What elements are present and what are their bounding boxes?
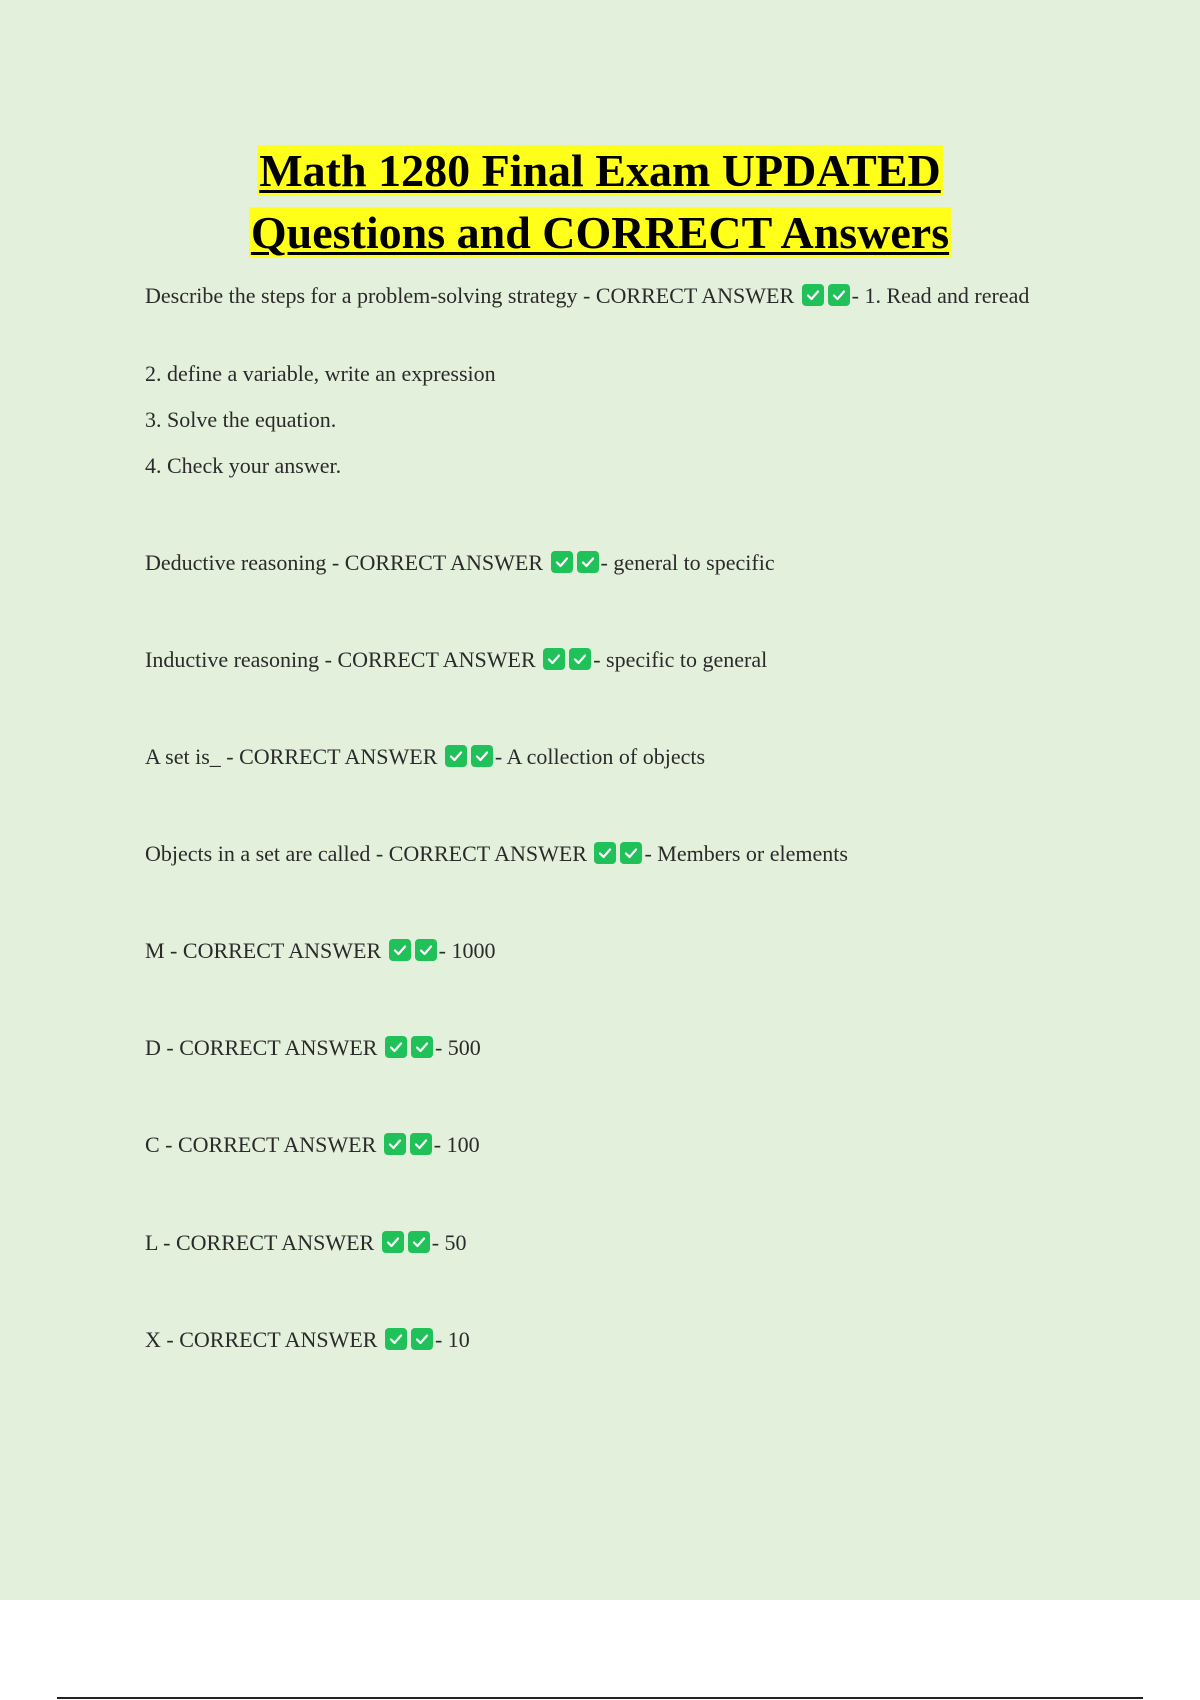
checkmark-icon: [385, 1036, 407, 1058]
correct-answer-marker: CORRECT ANSWER: [179, 1035, 378, 1060]
answer-text: - 1000: [438, 938, 496, 963]
correct-answer-marker: CORRECT ANSWER: [178, 1132, 377, 1157]
qa-item-roman-l: [145, 1227, 1065, 1259]
correct-answer-marker: CORRECT ANSWER: [337, 647, 536, 672]
checkmark-icon: [471, 745, 493, 767]
checkmark-icon: [620, 842, 642, 864]
answer-text: - general to specific: [600, 550, 775, 575]
qa-item-deductive: [145, 547, 1065, 579]
checkmark-icon: [802, 284, 824, 306]
checkmark-icon: [389, 939, 411, 961]
answer-text: - specific to general: [593, 647, 768, 672]
checkmark-icon: [445, 745, 467, 767]
title-line-2: Questions and CORRECT Answers: [250, 207, 950, 258]
qa-item-set-members: [145, 838, 1065, 870]
answer-text: - 10: [434, 1327, 470, 1352]
answer-text: - Members or elements: [644, 841, 848, 866]
question-text: Deductive reasoning -: [145, 550, 345, 575]
qa-item-set-definition: [145, 741, 1065, 773]
qa-item-inductive: [145, 644, 1065, 676]
title-line-1: Math 1280 Final Exam UPDATED: [259, 145, 941, 196]
correct-answer-marker: CORRECT ANSWER: [595, 283, 795, 308]
answer-text: - 500: [434, 1035, 481, 1060]
checkmark-icon: [411, 1036, 433, 1058]
question-text: X -: [145, 1327, 180, 1352]
qa-item-roman-c: [145, 1129, 1065, 1161]
checkmark-icon: [411, 1328, 433, 1350]
qa-item-roman-d: [145, 1032, 1065, 1064]
question-text: Objects in a set are called -: [145, 841, 389, 866]
checkmark-icon: [384, 1133, 406, 1155]
checkmark-icon: [410, 1133, 432, 1155]
answer-text: - 50: [431, 1230, 467, 1255]
question-text: A set is_ -: [145, 744, 240, 769]
footer-divider: [57, 1697, 1143, 1699]
correct-answer-marker: CORRECT ANSWER: [175, 1230, 375, 1255]
qa-item-problem-solving: [145, 280, 1065, 312]
question-text: C -: [145, 1132, 178, 1157]
correct-answer-marker: CORRECT ANSWER: [388, 841, 587, 866]
checkmark-icon: [577, 551, 599, 573]
answer-step-3: 3. Solve the equation.: [145, 407, 337, 432]
answer-step-2: 2. define a variable, write an expression: [145, 361, 496, 386]
correct-answer-marker: CORRECT ANSWER: [344, 550, 544, 575]
checkmark-icon: [594, 842, 616, 864]
qa-item-roman-m: [145, 935, 1065, 967]
question-text: L -: [145, 1230, 176, 1255]
checkmark-icon: [828, 284, 850, 306]
answer-text: - 100: [433, 1132, 480, 1157]
checkmark-icon: [382, 1231, 404, 1253]
question-text: D -: [145, 1035, 180, 1060]
correct-answer-marker: CORRECT ANSWER: [179, 1327, 378, 1352]
page-title: [0, 140, 1200, 264]
answer-text: - A collection of objects: [494, 744, 706, 769]
question-text: M -: [145, 938, 183, 963]
question-text: Describe the steps for a problem-solving strategy -: [145, 283, 596, 308]
checkmark-icon: [408, 1231, 430, 1253]
checkmark-icon: [385, 1328, 407, 1350]
checkmark-icon: [543, 648, 565, 670]
correct-answer-marker: CORRECT ANSWER: [239, 744, 438, 769]
correct-answer-marker: CORRECT ANSWER: [182, 938, 382, 963]
answer-text: - 1. Read and reread: [851, 283, 1030, 308]
checkmark-icon: [415, 939, 437, 961]
qa-item-roman-x: [145, 1324, 1065, 1356]
checkmark-icon: [551, 551, 573, 573]
checkmark-icon: [569, 648, 591, 670]
answer-step-4: 4. Check your answer.: [145, 453, 342, 478]
question-text: Inductive reasoning -: [145, 647, 338, 672]
